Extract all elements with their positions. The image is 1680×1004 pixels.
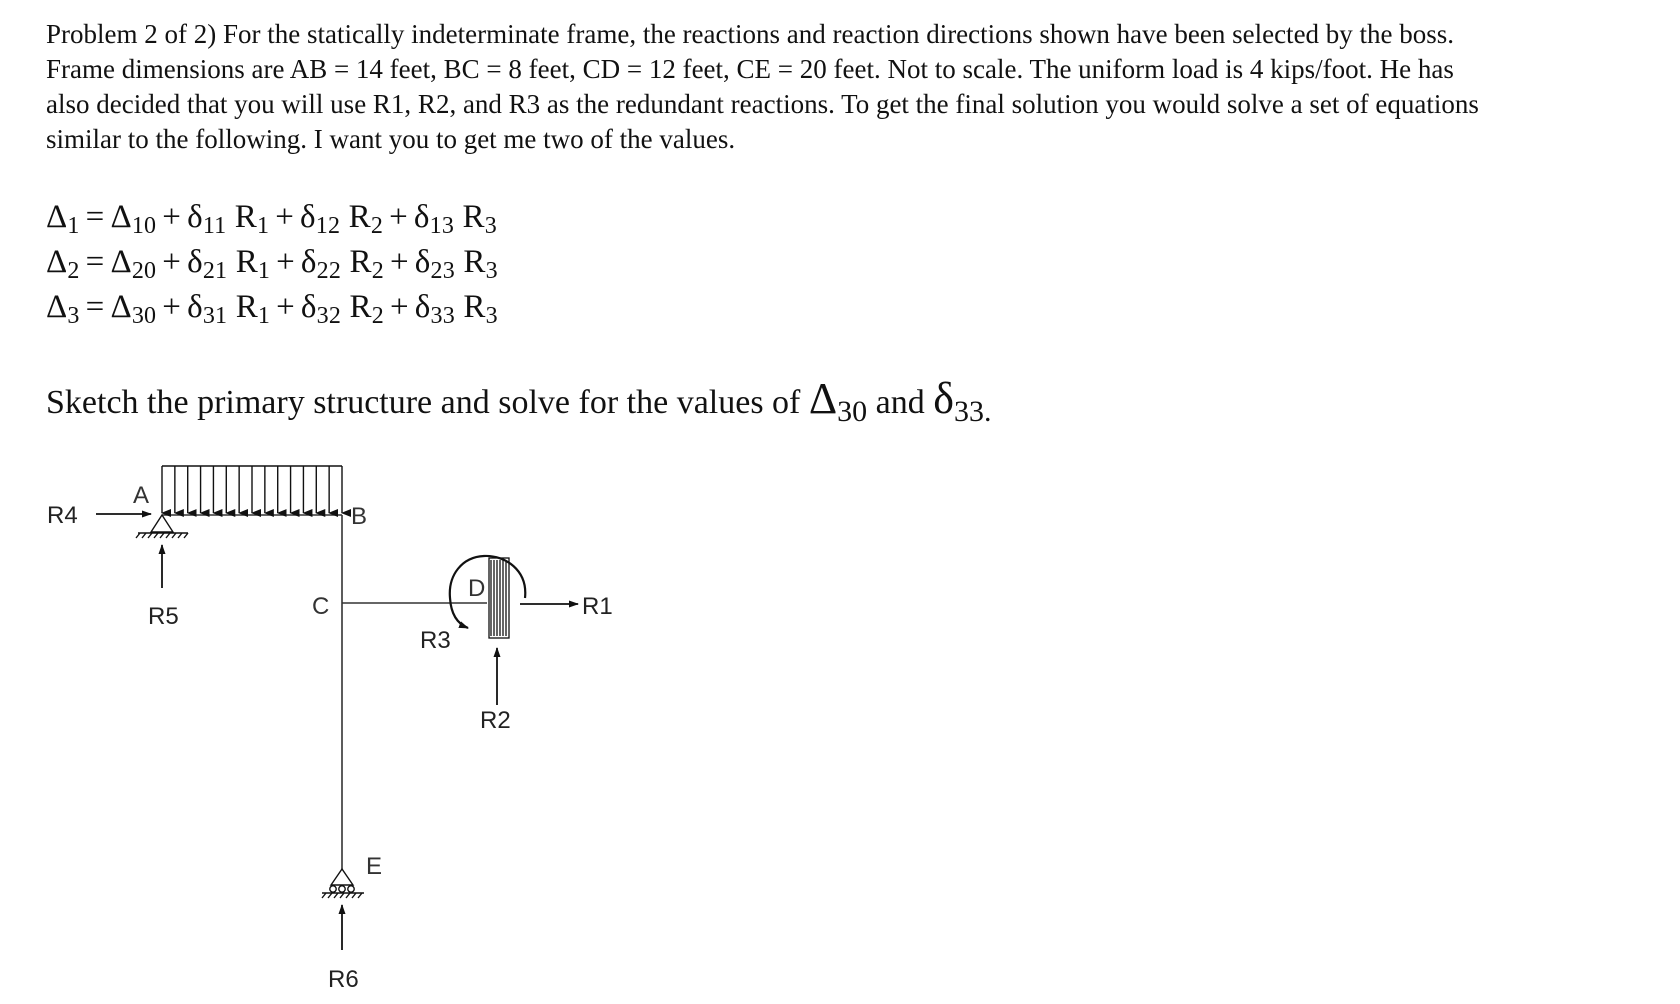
- node-label-b: B: [351, 503, 368, 530]
- reaction-label-r2: R2: [480, 707, 511, 734]
- node-label-c: C: [312, 593, 330, 620]
- reaction-label-r4: R4: [47, 502, 78, 529]
- delta-symbol: Δ: [808, 374, 838, 423]
- roller-support-e: [322, 869, 364, 898]
- node-label-a: A: [133, 482, 150, 509]
- fixed-support-d: [489, 558, 509, 638]
- node-label-e: E: [366, 853, 383, 880]
- frame-members: [162, 515, 487, 870]
- equation-3: $\Delta_3 = \Delta_{30} + \delta_{31}$ $R_1 + \delta_{32}$ $R_2 + \delta_{33}$ $R_3$: [46, 289, 498, 329]
- uniform-load: [162, 466, 342, 513]
- equation-1: $\Delta_1 = \Delta_{10} + \delta_{11}$ $R_1 + \delta_{12}$ $R_2 + \delta_{13}$ $R_3$: [46, 199, 497, 239]
- node-label-d: D: [468, 575, 486, 602]
- reaction-label-r5: R5: [148, 603, 179, 630]
- reaction-label-r3: R3: [420, 627, 451, 654]
- reaction-label-r1: R1: [582, 593, 613, 620]
- load-arrows: [162, 466, 342, 513]
- node-labels: [133, 482, 485, 880]
- reaction-label-r6: R6: [328, 966, 359, 993]
- small-delta-symbol: δ: [933, 374, 954, 423]
- problem-line-4: similar to the following. I want you to get me two of the values.: [46, 124, 736, 154]
- r3-moment-arrow: [450, 556, 525, 628]
- reaction-labels: [47, 502, 613, 993]
- problem-line-3: also decided that you will use R1, R2, and R3 as the redundant reactions. To get the final solution you would solve a set of equations: [46, 89, 1479, 119]
- problem-line-2: Frame dimensions are AB = 14 feet, BC = 8 feet, CD = 12 feet, CE = 20 feet. Not to scale. The uniform load is 4 kips/foot. He has: [46, 54, 1454, 84]
- equation-2: $\Delta_2 = \Delta_{20} + \delta_{21}$ $R_1 + \delta_{22}$ $R_2 + \delta_{23}$ $R_3$: [46, 244, 498, 284]
- instruction-text: Sketch the primary structure and solve for the values of $\Delta_{30}$ and $\delta_{33.}$: [46, 374, 992, 428]
- pin-support-a: [136, 515, 188, 538]
- problem-line-1: Problem 2 of 2) For the statically indeterminate frame, the reactions and reaction directions shown have been selected by the boss.: [46, 19, 1455, 49]
